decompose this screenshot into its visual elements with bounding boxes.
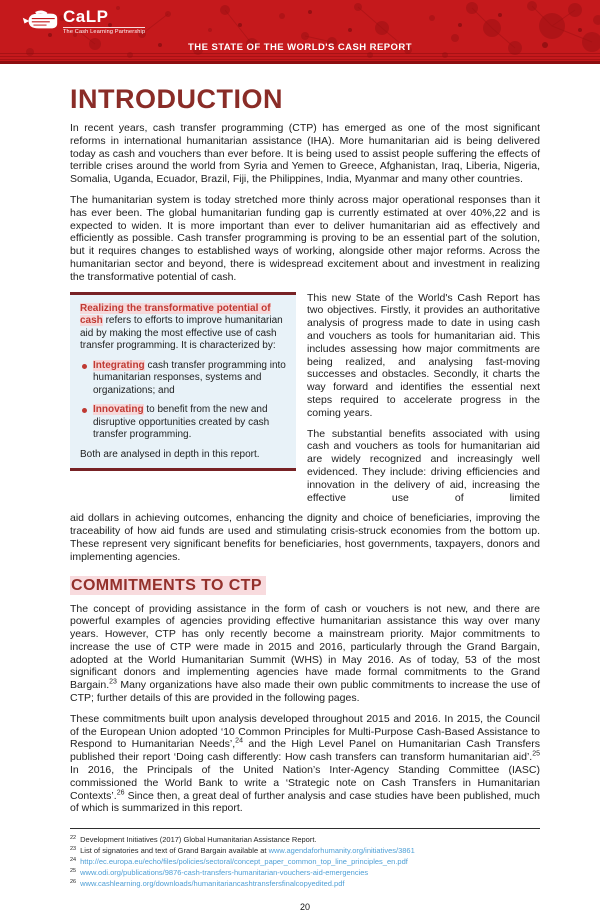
right-column <box>307 292 540 513</box>
bullet-keyword: Integrating <box>93 359 145 371</box>
bullet-keyword: Innovating <box>93 404 144 416</box>
logo-tagline: The Cash Learning Partnership <box>63 29 146 35</box>
two-column-section <box>70 292 540 513</box>
bullet-item-innovating <box>80 404 286 442</box>
header-banner <box>0 0 600 64</box>
callout-title: Realizing the transformative potential of cash <box>80 302 271 327</box>
callout-intro-paragraph <box>80 303 286 353</box>
paragraph-text: Many organizations have also made their own public commitments to increase the use of CTP; further details of this are provided in the following pages. <box>70 679 540 705</box>
footnote-number: 23 <box>70 845 77 852</box>
footnote-link[interactable]: www.odi.org/publications/9876-cash-transfers-humanitarian-vouchers-aid-emergencies <box>80 868 369 878</box>
footnote-number: 24 <box>70 856 77 863</box>
paragraph-text: The concept of providing assistance in the form of cash or vouchers is not new, and there are powerful examples of agencies providing effective humanitarian assistance this way over many years. However, CTP has only recently become a mainstream priority. Major commitments to increase the use of CTP were made in 2015 and 2016, particularly through the Grand Bargain, adopted at the World Humanitarian Summit (WHS) in May 2016. As of today, 53 of the most significant donors and implementing agencies have made formal commitments to the Grand Bargain. <box>70 602 540 692</box>
footnote-24 <box>70 856 540 867</box>
objectives-paragraph: This new State of the World's Cash Report has two objectives. Firstly, it provides an authoritative analysis of progress made to date in using cash and vouchers as tools for humanitarian aid. This includes assessing how major commitments are being realized, and analysing fast-moving successes and obstacles. Secondly, it charts the way forward and identifies the essential next steps required to accelerate progress in the coming years. <box>307 291 540 419</box>
footnote-number: 25 <box>70 867 77 874</box>
footnote-25 <box>70 867 540 878</box>
paragraph-text: In 2016, the Principals of the United Nation’s Inter-Agency Standing Committee (IASC) commissioned the World Bank to write a ‘Strategic note on Cash Transfers in Humanitarian Contexts’. <box>70 764 540 802</box>
footnote-22 <box>70 834 540 845</box>
section-heading-commitments <box>70 576 540 595</box>
logo-text <box>63 9 145 35</box>
bullet-item-integrating <box>80 360 286 398</box>
footnote-text: Development Initiatives (2017) Global Humanitarian Assistance Report. <box>80 835 317 845</box>
footnote-marker: 24 <box>235 737 243 745</box>
report-title: THE STATE OF THE WORLD'S CASH REPORT <box>188 42 412 53</box>
benefits-paragraph: The substantial benefits associated with using cash and vouchers as tools for humanitarian aid are widely recognized and increasingly well evidenced. They include: driving efficiencies and innovation in the delivery of aid, increasing the effective use of limited <box>307 427 540 504</box>
footnote-marker: 23 <box>109 678 117 686</box>
intro-paragraph-2: The humanitarian system is today stretched more thinly across major operational responses than it has ever been. The global humanitarian funding gap is currently estimated at over 40%,22 and is expected to widen. It is more important than ever to deliver humanitarian aid as effectively and efficiently as possible. Cash transfer programming is proving to be an essential part of the solution, but it requires changes to established ways of working, alongside other major reforms. Across the humanitarian sector and beyond, there is widespread excitement about and investment in realizing the transformative potential of cash. <box>70 193 540 283</box>
paragraph-text: Since then, a great deal of further analysis and case studies have been published, much of which is summarized in this report. <box>70 789 540 815</box>
bullet-dot-icon <box>82 408 87 413</box>
benefits-continuation-paragraph: aid dollars in achieving outcomes, enhancing the dignity and choice of beneficiaries, improving the traceability of how aid funds are used and stimulating crisis-struck economies from the bottom up. These represent very significant benefits for beneficiaries, host governments, taxpayers, donors and implementing agencies. <box>70 512 540 563</box>
footnote-link[interactable]: http://ec.europa.eu/echo/files/policies/sectoral/concept_paper_common_top_line_principles_en.pdf <box>80 857 408 867</box>
footnote-23 <box>70 845 540 856</box>
footnote-26 <box>70 878 540 889</box>
bullet-body: cash transfer programming into humanitarian responses, systems and organizations; and <box>93 359 286 396</box>
page-title: INTRODUCTION <box>70 84 283 114</box>
footnote-number: 26 <box>70 878 77 885</box>
paragraph-text: These commitments built upon analysis developed throughout 2015 and 2016. In 2015, the Council of the European Union adopted ‘10 Common Principles for Multi-Purpose Cash-Based Assistance to Respond to Humanitarian Needs’, <box>70 712 540 751</box>
commitments-paragraph-1 <box>70 603 540 705</box>
footnote-number: 22 <box>70 834 77 841</box>
bullet-dot-icon <box>82 364 87 369</box>
callout-intro-text: refers to efforts to improve humanitarian aid by making the most effective use of cash transfer programming. It is characterized by: <box>80 315 283 352</box>
footnote-link[interactable]: www.agendaforhumanity.org/initiatives/3861 <box>268 846 415 856</box>
logo-name: CaLP <box>63 7 109 26</box>
intro-paragraph-1: In recent years, cash transfer programming (CTP) has emerged as one of the most significant reforms in international humanitarian assistance (IHA). More humanitarian aid is being delivered today as cash and vouchers than ever before. It is being used to assist people suffering the effects of terrible crises around the world from Syria and Yemen to Greece, Afghanistan, Iraq, Liberia, Nigeria, Somalia, Uganda, Ecuador, Brazil, Fiji, the Philippines, India, Myanmar and many other countries. <box>70 122 540 186</box>
page-number: 20 <box>299 902 310 912</box>
callout-bullet-list <box>80 360 286 442</box>
callout-outro: Both are analysed in depth in this report. <box>80 448 260 460</box>
commitments-paragraph-2 <box>70 713 540 815</box>
page-content <box>70 64 541 912</box>
calp-hand-icon <box>22 10 58 32</box>
footnotes-section <box>70 828 540 889</box>
calp-logo <box>22 9 145 35</box>
section-heading-text: COMMITMENTS TO CTP <box>70 576 266 595</box>
callout-box <box>70 292 296 472</box>
banner-rules-decoration <box>0 53 600 61</box>
footnote-link[interactable]: www.cashlearning.org/downloads/humanitariancashtransfersfinalcopyedited.pdf <box>80 879 345 889</box>
footnote-marker: 26 <box>116 789 125 797</box>
bullet-body: to benefit from the new and disruptive opportunities created by cash transfer programming. <box>93 404 270 441</box>
paragraph-text: and the High Level Panel on Humanitarian Cash Transfers published their report ‘Doing cash differently: How cash transfers can transform humanitarian aid’. <box>70 738 541 764</box>
footnote-text: List of signatories and text of Grand Bargain available at <box>80 846 269 856</box>
footnote-marker: 25 <box>532 750 540 758</box>
